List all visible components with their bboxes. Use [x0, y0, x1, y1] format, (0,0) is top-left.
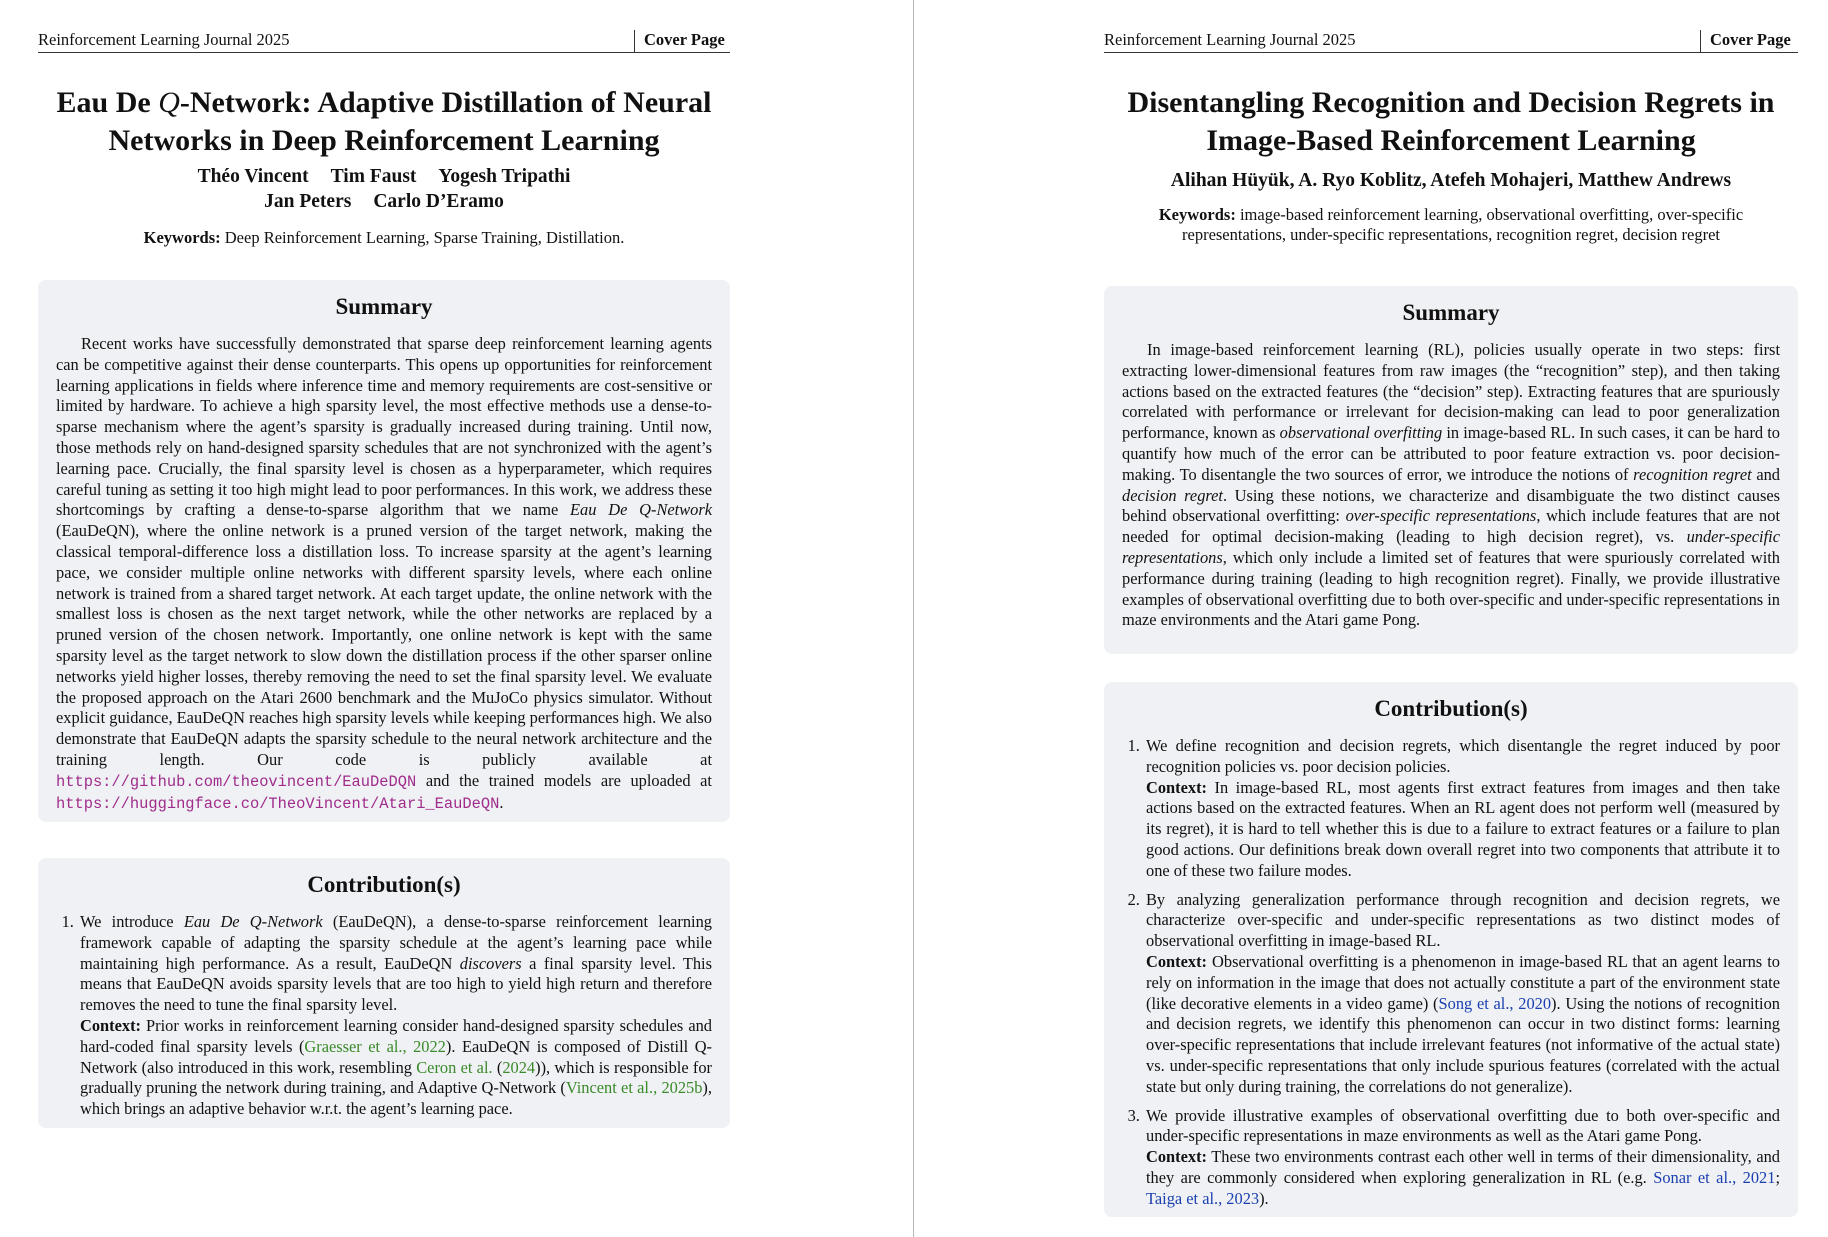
citation-link[interactable]: Graesser et al., 2022 [304, 1036, 446, 1056]
contribution-box [1104, 682, 1798, 1217]
summary-heading: Summary [1402, 300, 1500, 325]
keywords [1131, 205, 1771, 245]
contribution-item: 3. We provide illustrative examples of observational overfitting due to both over-specific and under-specific representations in maze environments as well as the Atari game Pong. Context: These two environments contrast each other well in terms of their dimensionality, and they are commonly considered when exploring generalization in RL (e.g. Sonar et al., 2021; Taiga et al., 2023). [1144, 1106, 1780, 1210]
contribution-item: 1. We define recognition and decision regrets, which disentangle the regret induced by poor recognition policies vs. poor decision policies. Context: In image-based RL, most agents first extract features from images and then take actions based on the extracted features. When an RL agent does not perform well (measured by its regret), it is hard to tell whether this is due to a failure to extract features or a failure to plan good actions. Our definitions break down overall regret into two components that attribute it to one of these two failure modes. [1144, 736, 1780, 882]
author: Tim Faust [330, 166, 417, 187]
contribution-heading: Contribution(s) [1374, 696, 1528, 721]
author-list: Alihan Hüyük, A. Ryo Koblitz, Atefeh Mohajeri, Matthew Andrews [1170, 170, 1732, 191]
header-separator [634, 30, 635, 53]
author: Yogesh Tripathi [438, 166, 571, 187]
left-page [0, 0, 913, 1237]
author: Théo Vincent [197, 166, 309, 187]
right-page [914, 0, 1828, 1237]
citation-link[interactable]: Sonar et al., 2021 [1653, 1167, 1776, 1187]
summary-box [1104, 286, 1798, 654]
paper-title: Disentangling Recognition and Decision Regrets in Image-Based Reinforcement Learning [1127, 86, 1775, 157]
citation-link[interactable]: 2024 [502, 1057, 536, 1077]
context-label: Context: [80, 1015, 141, 1035]
cover-page-label: Cover Page [644, 30, 725, 49]
page-header [38, 30, 730, 53]
keywords-text: image-based reinforcement learning, observational overfitting, over-specific representations, under-specific representations, recognition regret, decision regret [1182, 205, 1744, 244]
model-link[interactable]: https://huggingface.co/TheoVincent/Atari_EauDeQN [56, 794, 500, 813]
contribution-heading: Contribution(s) [307, 872, 461, 897]
keywords-label: Keywords: [143, 228, 221, 247]
citation-link[interactable]: Vincent et al., 2025b [565, 1078, 703, 1098]
code-link[interactable]: https://github.com/theovincent/EauDeDQN [56, 772, 417, 791]
cover-page-label: Cover Page [1710, 30, 1791, 49]
summary-text: In image-based reinforcement learning (RL), policies usually operate in two steps: first extracting lower-dimensional features from raw images (the “recognition” step), and then taking actions based on the extracted features (the “decision” step). Extracting features that are spuriously correlated with performance or irrelevant for decision-making can lead to poor generalization performance, known as observational overfitting in image-based RL. In such cases, it can be hard to quantify how much of the error can be attributed to poor feature extraction vs. poor decision-making. To disentangle the two sources of error, we introduce the notions of recognition regret and decision regret. Using these notions, we characterize and disambiguate the two distinct causes behind observational overfitting: over-specific representations, which include features that are not needed for optimal decision-making (leading to high decision regret), vs. under-specific representations, which only include a limited set of features that were spuriously correlated with performance during training (leading to high recognition regret). Finally, we provide illustrative examples of observational overfitting due to both over-specific and under-specific representations in maze environments and the Atari game Pong. [1122, 340, 1781, 630]
journal-name: Reinforcement Learning Journal 2025 [1104, 30, 1356, 49]
journal-name: Reinforcement Learning Journal 2025 [38, 30, 290, 49]
citation-link[interactable]: Taiga et al., 2023 [1146, 1188, 1260, 1208]
context-label: Context: [1146, 1147, 1207, 1167]
contribution-list [1122, 736, 1780, 1210]
context-label: Context: [1146, 951, 1207, 971]
author-list [38, 164, 730, 214]
keywords [84, 228, 684, 248]
page-header [1104, 30, 1798, 53]
title-block [1104, 84, 1798, 245]
context-label: Context: [1146, 777, 1207, 797]
author: Jan Peters [264, 191, 352, 212]
contribution-box [38, 858, 730, 1128]
contribution-list [56, 912, 712, 1120]
summary-box [38, 280, 730, 822]
title-block [38, 84, 730, 248]
contribution-item: 2. By analyzing generalization performance through recognition and decision regrets, we characterize over-specific and under-specific representations as two distinct modes of observational overfitting in image-based RL. Context: Observational overfitting is a phenomenon in image-based RL that an agent learns to rely on information in the image that does not actually constitute a part of the environment state (like decorative elements in a video game) (Song et al., 2020). Using the notions of recognition and decision regrets, we identify this phenomenon can occur in two distinct forms: learning over-specific representations that include irrelevant features (not informative of the actual state) vs. under-specific representations that only include spurious features (correlated with the actual state but only during training, the correlations do not generalize). [1144, 890, 1780, 1098]
contribution-item: 1. We introduce Eau De Q-Network (EauDeQN), a dense-to-sparse reinforcement learning framework capable of adapting the sparsity schedule at the agent’s learning pace while maintaining high performance. As a result, EauDeQN discovers a final sparsity level. This means that EauDeQN avoids sparsity levels that are too high to yield high return and therefore removes the need to tune the final sparsity level. Context: Prior works in reinforcement learning consider hand-designed sparsity schedules and hard-coded final sparsity levels (Graesser et al., 2022). EauDeQN is composed of Distill Q-Network (also introduced in this work, resembling Ceron et al. (2024)), which is responsible for gradually pruning the network during training, and Adaptive Q-Network (Vincent et al., 2025b), which brings an adaptive behavior w.r.t. the agent’s learning pace. [78, 912, 712, 1120]
keywords-text: Deep Reinforcement Learning, Sparse Training, Distillation. [224, 228, 625, 247]
paper-title: Eau De Q-Network: Adaptive Distillation of Neural Networks in Deep Reinforcement Learning [56, 86, 712, 157]
citation-link[interactable]: Song et al., 2020 [1438, 993, 1552, 1013]
citation-link[interactable]: Ceron et al. [416, 1057, 493, 1077]
header-separator [1700, 30, 1701, 53]
summary-text: Recent works have successfully demonstrated that sparse deep reinforcement learning agents can be competitive against their dense counterparts. This opens up opportunities for reinforcement learning applications in fields where inference time and memory requirements are cost-sensitive or limited by hardware. To achieve a high sparsity level, the most effective methods use a dense-to-sparse mechanism where the agent’s sparsity is gradually increased during training. Until now, those methods rely on hand-designed sparsity schedules that are not synchronized with the agent’s learning pace. Crucially, the final sparsity level is chosen as a hyperparameter, which requires careful tuning as setting it too high might lead to poor performances. In this work, we address these shortcomings by crafting a dense-to-sparse algorithm that we name Eau De Q-Network (EauDeQN), where the online network is a pruned version of the target network, making the classical temporal-difference loss a distillation loss. To increase sparsity at the agent’s learning pace, we consider multiple online networks with different sparsity levels, where each online network is trained from a shared target network. At each target update, the online network with the smallest loss is chosen as the next target network, while the other networks are replaced by a pruned version of the chosen network. Importantly, one online network is kept with the same sparsity level as the target network to slow down the distillation process if the other sparser online networks yield higher losses, thereby removing the need to set the final sparsity level. We evaluate the proposed approach on the Atari 2600 benchmark and the MuJoCo physics simulator. Without explicit guidance, EauDeQN reaches high sparsity levels while keeping performances high. We also demonstrate that EauDeQN adapts the sparsity schedule to the neural network architecture and the training length. Our code is publicly available at https://github.com/theovincent/EauDeDQN and the trained models are uploaded at https://huggingface.co/TheoVincent/Atari_EauDeQN. [56, 334, 712, 813]
keywords-label: Keywords: [1158, 205, 1236, 224]
summary-heading: Summary [335, 294, 433, 319]
author: Carlo D’Eramo [373, 191, 504, 212]
